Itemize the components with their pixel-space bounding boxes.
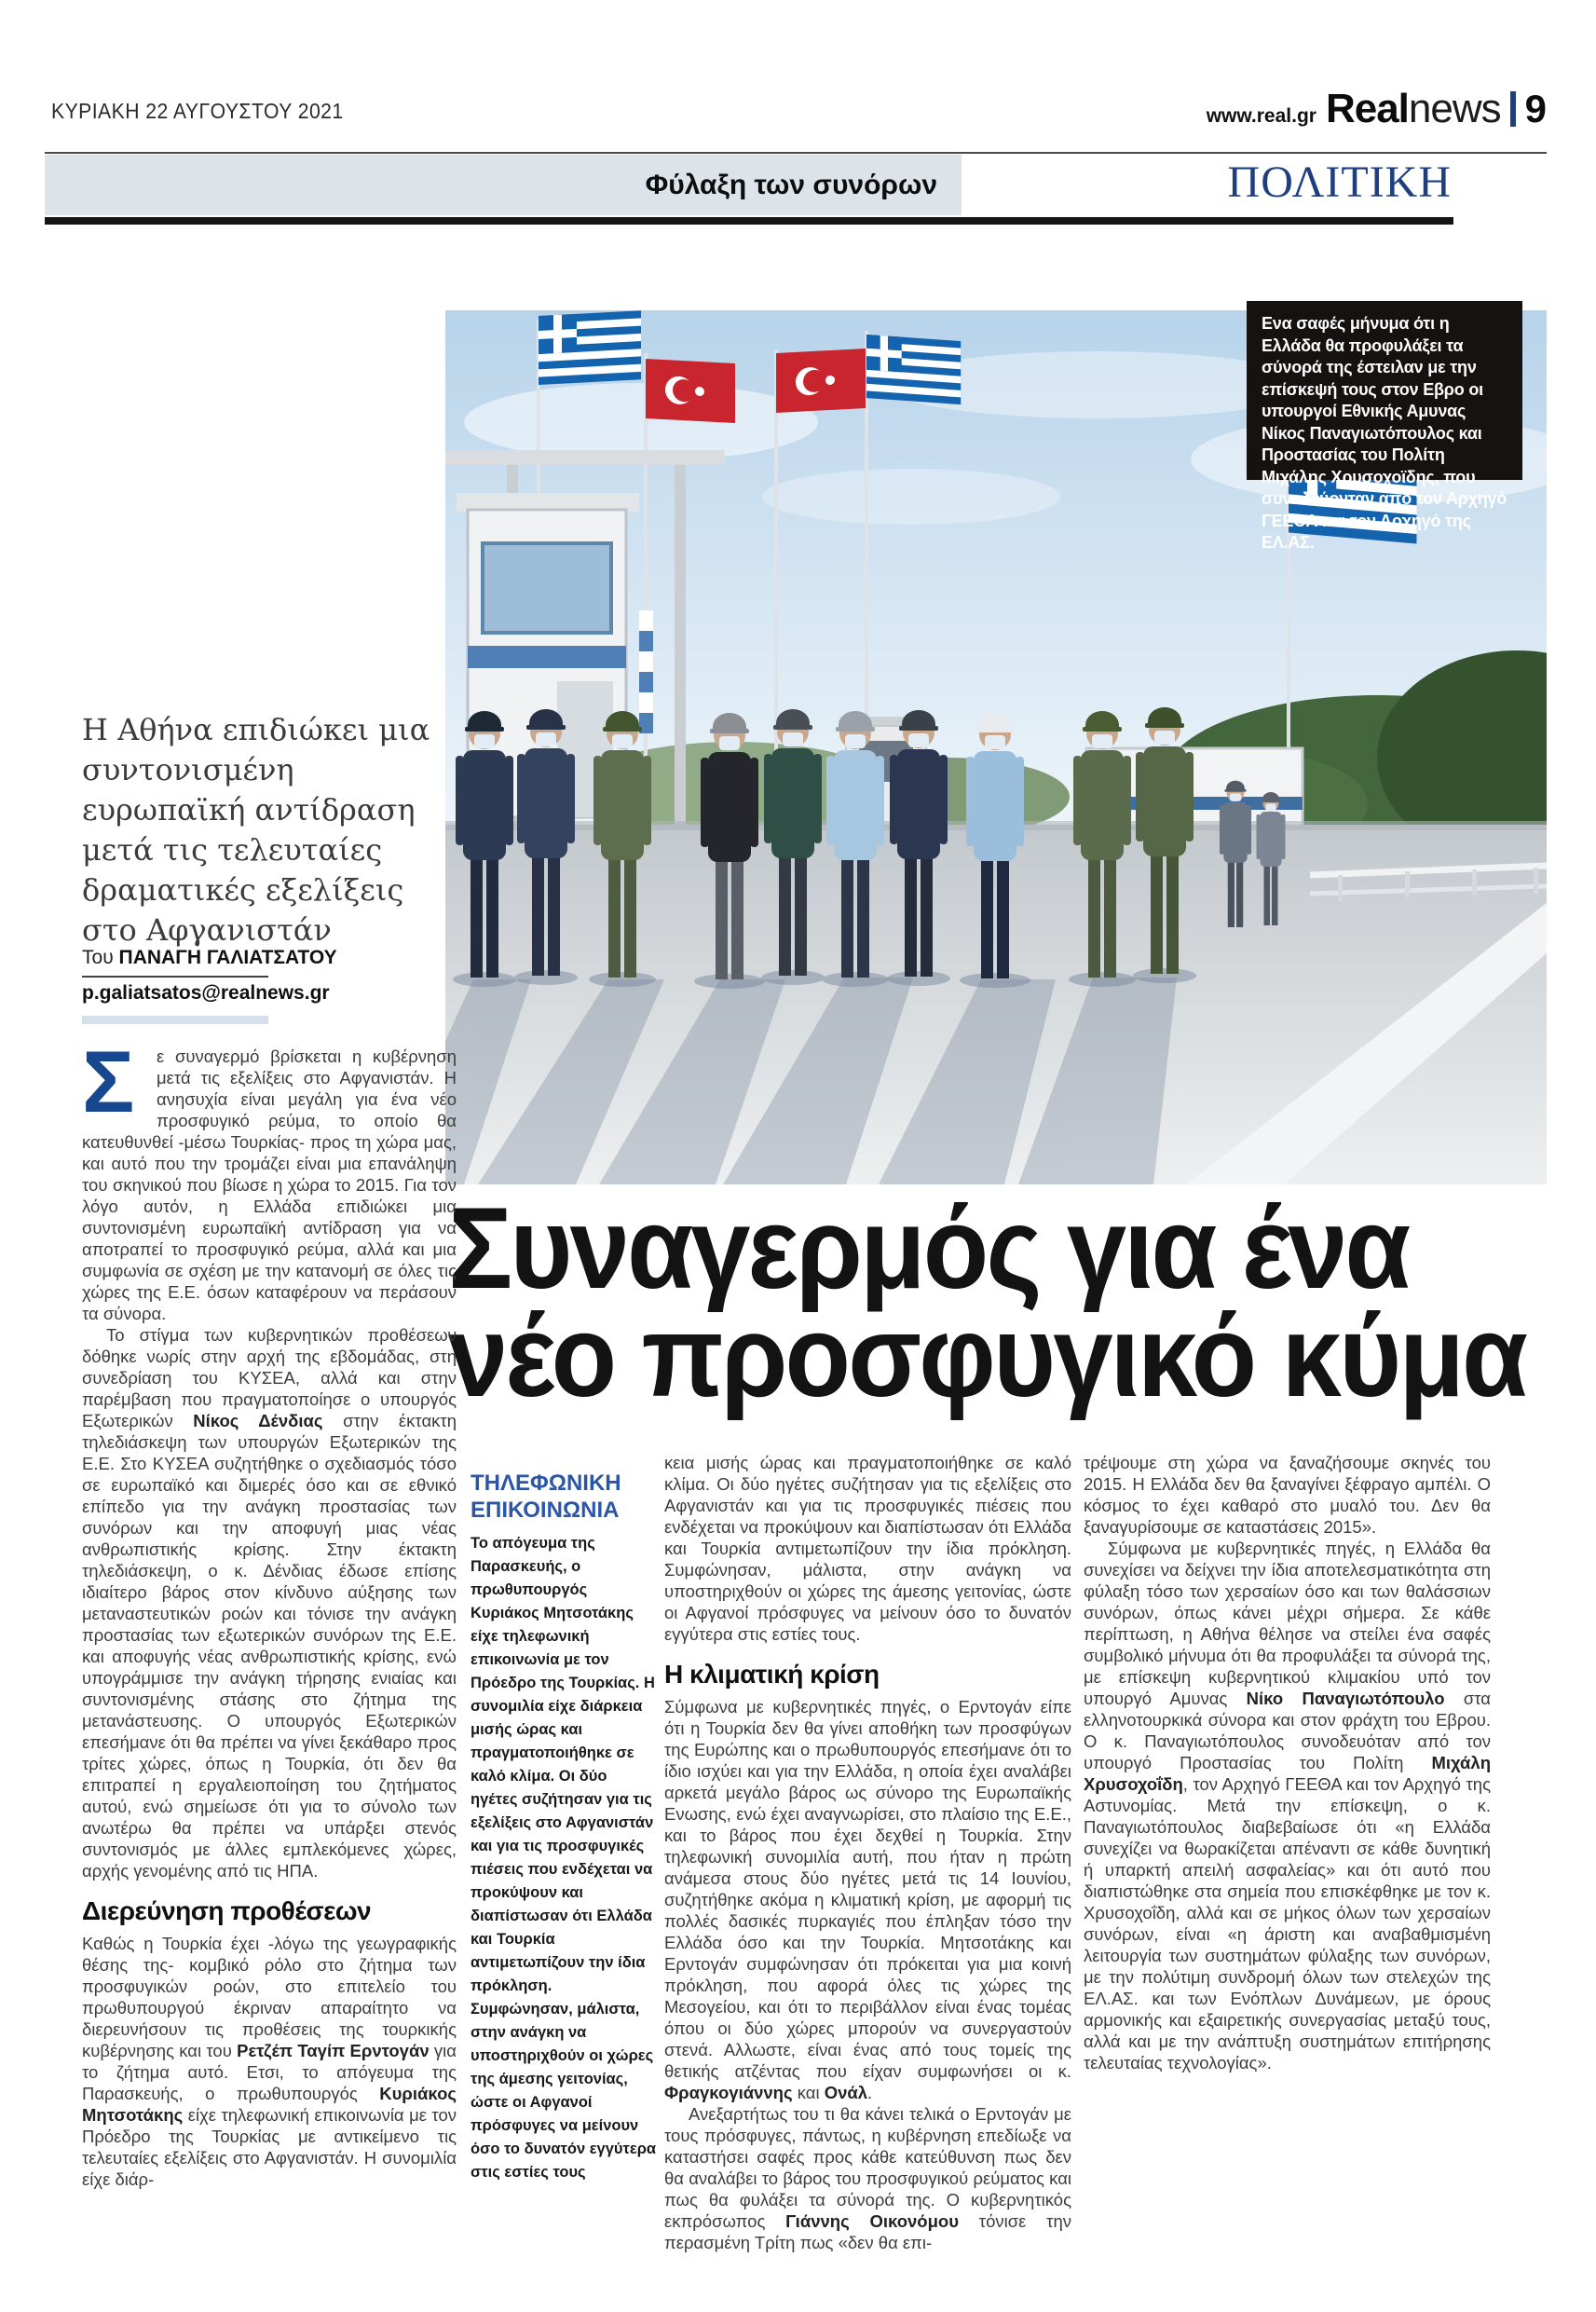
drop-cap: Σ <box>82 1046 135 1130</box>
body-paragraph: Σ ε συναγερμό βρίσκεται η κυβέρνηση μετά τις εξελίξεις στο Αφγανιστάν. Η ανησυχία είναι μεγάλη για ένα νέο προσφυγικό ρεύμα, το οποίο θα κατευθυνθεί -μέσω Τουρκίας- προς τη χώρα μας, και αυτό που την τρομάζει είναι μια επανάληψη του σκηνικού που βίωσε η χώρα το 2015. Για τον λόγο αυτόν, η Ελλάδα επιδιώκει μια συντονισμένη ευρωπαϊκή αντίδραση για να αποτραπεί το προσφυγικό ρεύμα, αλλά και μια συμφωνία σε σχέση με την κατανομή σε όλες τις χώρες της Ε.Ε. όσων καταφέρουν να περάσουν τα σύνορα. <box>82 1046 457 1323</box>
byline <box>82 947 380 1024</box>
site-url: www.real.gr <box>1206 105 1316 127</box>
masthead <box>1207 86 1547 132</box>
sidebar-title: ΤΗΛΕΦΩΝΙΚΗ ΕΠΙΚΟΙΝΩΝΙΑ <box>471 1471 621 1523</box>
logo-divider <box>1510 91 1516 127</box>
body-paragraph: Σύμφωνα με κυβερνητικές πηγές, η Ελλάδα θα συνεχίσει να δείχνει την ίδια αποτελεσματικότητα στη φύλαξη τόσο των χερσαίων όσο και των θαλάσσιων συνόρων, όπως κάνει μέχρι σήμερα. Σε κάθε περίπτωση, η Αθήνα θέλησε να στείλει ένα σαφές συμβολικό μήνυμα ότι θα προφυλάξει τα σύνορά της, με επίσκεψη κυβερνητικού κλιμακίου υπό τον υπουργό Αμυνας Νίκο Παναγιωτόπουλο στα ελληνοτουρκικά σύνορα και στον φράχτη του Εβρου. Ο κ. Παναγιωτόπουλος συνοδευόταν από τον υπουργό Προστασίας του Πολίτη Μιχάλη Χρυσοχοΐδη, τον Αρχηγό ΓΕΕΘΑ και τον Αρχηγό της Αστυνομίας. Μετά την επίσκεψη, ο κ. Παναγιωτόπουλος διαβεβαίωσε ότι «η Ελλάδα συνεχίζει να θωρακίζεται απέναντι σε κάθε δυνητική ή υπαρκτή απειλή ασφαλείας» και ότι αυτό που διαπιστώθηκε στα σημεία που επισκέφθηκε με τον κ. Χρυσοχοΐδη, αλλά και σε μήκος όλων των χερσαίων συνόρων, είναι «η άριστη και αναβαθμισμένη λειτουργία των συστημάτων φύλαξης των συνόρων, με την πολύτιμη συνδρομή όλων των στελεχών της ΕΛ.ΑΣ. και των Ενόπλων Δυνάμεων, με όρους αρμονικής και εξαιρετικής συνεργασίας μεταξύ τους, αλλά και με την ανάπτυξη συστημάτων επιτήρησης τελευταίας τεχνολογίας». <box>1084 1539 1491 2073</box>
greek-flag-icon <box>539 310 641 385</box>
realnews-logo: Realnews <box>1325 86 1501 131</box>
body-paragraph: Καθώς η Τουρκία έχει -λόγω της γεωγραφικής θέσης της- κομβικό ρόλο στο ζήτημα των προσφυγικών ροών, στο επιτελείο του πρωθυπουργού έκριναν απαραίτητο να διερευνήσουν τις προθέσεις της τουρκικής κυβέρνησης και του Ρετζέπ Ταγίπ Ερντογάν για το ζήτημα αυτό. Ετσι, το απόγευμα της Παρασκευής, ο πρωθυπουργός Κυριάκος Μητσοτάκης είχε τηλεφωνική επικοινωνία με τον Πρόεδρο της Τουρκίας με αντικείμενο τις τελευταίες εξελίξεις στο Αφγανιστάν. Η συνομιλία είχε διάρ- <box>82 1934 457 2189</box>
header-rule <box>45 152 1547 154</box>
section-rule <box>45 217 1453 225</box>
issue-date: ΚΥΡΙΑΚΗ 22 ΑΥΓΟΥΣΤΟΥ 2021 <box>51 99 344 123</box>
article-column-2 <box>664 1452 1071 2274</box>
byline-email: p.galiatsatos@realnews.gr <box>82 982 330 1004</box>
byline-author: Του ΠΑΝΑΓΗ ΓΑΛΙΑΤΣΑΤΟΥ <box>82 947 337 968</box>
body-paragraph: Το στίγμα των κυβερνητικών προθέσεων δόθηκε νωρίς στην αρχή της εβδομάδας, στη συνεδρίαση του ΚΥΣΕΑ, αλλά και στην παρέμβαση που πραγματοποίησε ο υπουργός Εξωτερικών Νίκος Δένδιας στην έκτακτη τηλεδιάσκεψη των υπουργών Εξωτερικών της Ε.Ε. Στο ΚΥΣΕΑ συζητήθηκε ο σχεδιασμός τόσο σε ευρωπαϊκό και διμερές όσο και σε εθνικό επίπεδο για την ανάγκη προστασίας των συνόρων και την αποφυγή μιας νέας ανθρωπιστικής κρίσης. Στην έκτακτη τηλεδιάσκεψη, ο κ. Δένδιας έδωσε επίσης ιδιαίτερο βάρος στον κίνδυνο αύξησης των μεταναστευτικών ροών και τόνισε την ανάγκη προστασίας των εξωτερικών συνόρων της Ε.Ε. και αποφυγής νέας ανθρωπιστικής κρίσης, ενώ υπογράμμισε την ανάγκη τήρησης ενιαίας και συντονισμένης στάσης στο ζήτημα της μετανάστευσης. Ο υπουργός Εξωτερικών επεσήμανε ότι θα πρέπει να γίνει ξεκάθαρο προς τρίτες χώρες, όπως η Τουρκία, ότι δεν θα επιτραπεί η εργαλειοποίηση του ζητήματος αυτού, ενώ σημείωσε ότι για το σύνολο των ανωτέρω θα πρέπει να υπάρξει στενός συντονισμός με άλλες εμπλεκόμενες χώρες, αρχής γενομένης από τις ΗΠΑ. <box>82 1325 457 1881</box>
photo-caption: Ενα σαφές μήνυμα ότι η Ελλάδα θα προφυλάξει τα σύνορά της έστειλαν με την επίσκεψή τους στον Εβρο οι υπουργοί Εθνικής Αμυνας Νίκος Παναγιωτόπουλος και Προστασίας του Πολίτη Μιχάλης Χρυσοχοϊδης, που συνοδεύονταν από τον Αρχηγό ΓΕΕΘΑ και τον Αρχηγό της ΕΛ.ΑΣ. <box>1247 301 1522 480</box>
body-paragraph: κεια μισής ώρας και πραγματοποιήθηκε σε καλό κλίμα. Οι δύο ηγέτες συζήτησαν για τις εξελίξεις στο Αφγανιστάν και για τις προσφυγικές πιέσεις που ενδέχεται να προκύψουν και διαπίστωσαν ότι Ελλάδα και Τουρκία αντιμετωπίζουν την ίδια πρόκληση. Συμφώνησαν, μάλιστα, στην ανάγκη να υποστηριχθούν οι χώρες της άμεσης γειτονίας, ώστε οι Αφγανοί πρόσφυγες να μείνουν όσο το δυνατόν εγγύτερα στις εστίες τους. <box>664 1453 1071 1644</box>
byline-accent-bar <box>82 1016 268 1024</box>
sidebar-body: Το απόγευμα της Παρασκευής, ο πρωθυπουργός Κυριάκος Μητσοτάκης είχε τηλεφωνική επικοινωνία με τον Πρόεδρο της Τουρκίας. Η συνομιλία είχε διάρκεια μισής ώρας και πραγματοποιήθηκε σε καλό κλίμα. Οι δύο ηγέτες συζήτησαν για τις εξελίξεις στο Αφγανιστάν και για τις προσφυγικές πιέσεις που ενδέχεται να προκύψουν και διαπίστωσαν ότι Ελλάδα και Τουρκία αντιμετωπίζουν την ίδια πρόκληση. Συμφώνησαν, μάλιστα, στην ανάγκη να υποστηριχθούν οι χώρες της άμεσης γειτονίας, ώστε οι Αφγανοί πρόσφυγες να μείνουν όσο το δυνατόν εγγύτερα στις εστίες τους <box>471 1535 657 2181</box>
kicker-bar: Φύλαξη των συνόρων <box>45 155 962 215</box>
byline-rule <box>82 976 268 978</box>
article-headline <box>448 1184 1526 1421</box>
headline-line2: νέο προσφυγικό κύμα <box>448 1293 1526 1421</box>
body-paragraph: Ανεξαρτήτως του τι θα κάνει τελικά ο Ερντογάν με τους πρόσφυγες, πάντως, η κυβέρνηση επεδίωξε να καταστήσει σαφές προς κάθε κατεύθυνση πως δεν θα αναλάβει το βάρος του προσφυγικού ρεύματος και πως θα φυλάξει τα σύνορά της. Ο κυβερνητικός εκπρόσωπος Γιάννης Οικονόμου τόνισε την περασμένη Τρίτη πως «δεν θα επι- <box>664 2104 1071 2252</box>
article-deck: Η Αθήνα επιδιώκει μια συντονισμένη ευρωπαϊκή αντίδραση μετά τις τελευταίες δραματικές εξελίξεις στο Αφγανιστάν <box>82 712 430 948</box>
article-column-1 <box>82 1046 457 2272</box>
article-column-3 <box>1084 1452 1491 2274</box>
turkish-flag-icon <box>646 359 735 423</box>
phone-call-sidebar <box>471 1470 657 2184</box>
subhead: Η κλιματική κρίση <box>664 1660 880 1689</box>
headline-line1: Συναγερμός για ένα <box>448 1184 1409 1313</box>
turkish-flag-icon <box>776 349 866 413</box>
section-title: ΠΟΛΙΤΙΚΗ <box>1227 157 1452 207</box>
subhead: Διερεύνηση προθέσεων <box>82 1896 372 1925</box>
page-number: 9 <box>1524 87 1547 130</box>
greek-flag-icon <box>866 335 961 404</box>
body-paragraph: Σύμφωνα με κυβερνητικές πηγές, ο Ερντογάν είπε ότι η Τουρκία δεν θα γίνει αποθήκη των προσφύγων της Ευρώπης και ο πρωθυπουργός επεσήμανε ότι το ίδιο ισχύει και για την Ελλάδα, η οποία έχει αναλάβει αρκετά μεγάλο βάρος ως σύνορο της Ευρωπαϊκής Ενωσης, ενώ έχει αναγνωρίσει, στο πλαίσιο της Ε.Ε., και το βάρος που έχει δεχθεί η Τουρκία. Στην τηλεφωνική συνομιλία αυτή, που ήταν η πρώτη ανάμεσα στους δύο ηγέτες μετά τις 14 Ιουνίου, συζητήθηκε ακόμα η κλιματική κρίση, με αφορμή τις πολλές δασικές πυρκαγιές που έπληξαν τόσο την Ελλάδα όσο και την Τουρκία. Μητσοτάκης και Ερντογάν συμφώνησαν ότι πρόκειται για μια κοινή πρόκληση, που αφορά όλες τις χώρες της Μεσογείου, και ότι το περιβάλλον είναι ένας τομέας όπου οι δύο χώρες μπορούν να συνεργαστούν στενά. Αλλωστε, είναι ένας από τους τομείς της θετικής ατζέντας που είχαν συμφωνήσει οι κ. Φραγκογιάννης και Ονάλ. <box>664 1697 1071 2102</box>
body-paragraph: τρέψουμε στη χώρα να ξαναζήσουμε σκηνές του 2015. Η Ελλάδα δεν θα ξαναγίνει ξέφραγο αμπέλι. Ο κόσμος το έχει καθαρό στο μυαλό του. Δεν θα ξαναγυρίσουμε σε καταστάσεις 2015». <box>1084 1453 1491 1537</box>
striped-barrier <box>639 610 653 733</box>
